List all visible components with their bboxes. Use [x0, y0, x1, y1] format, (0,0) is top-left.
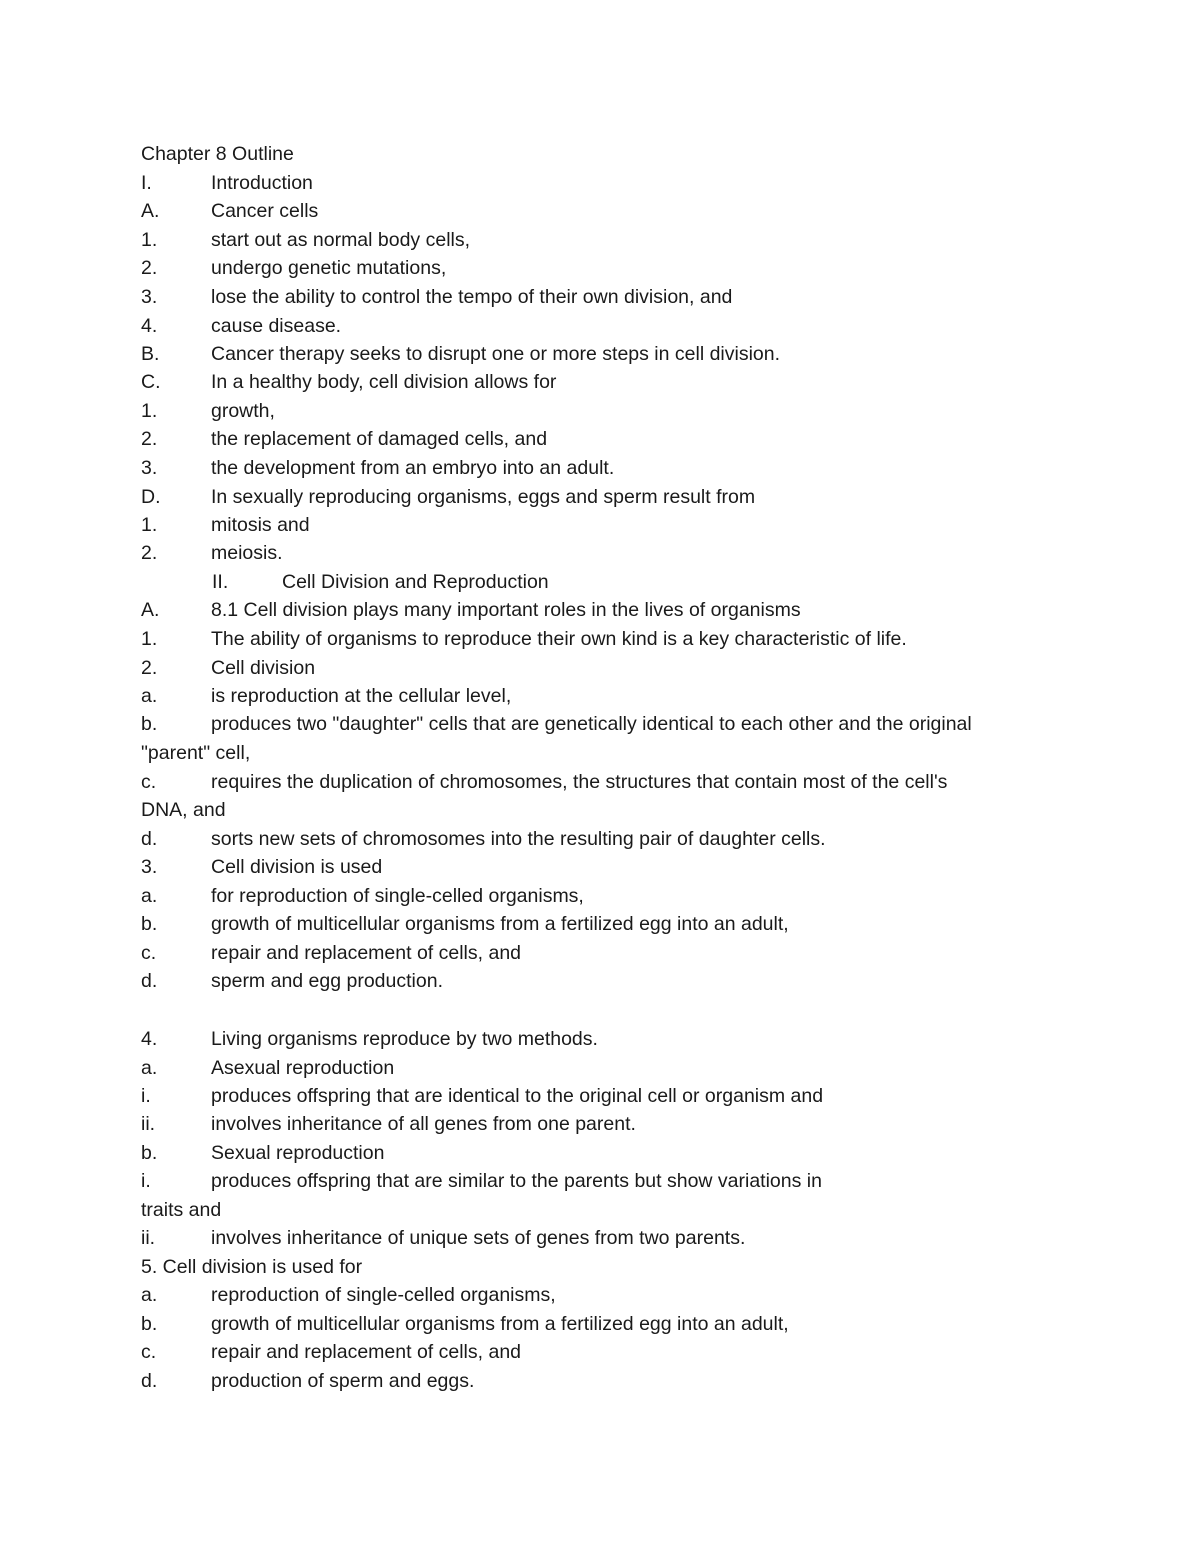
outline-text: requires the duplication of chromosomes, the structures that contain most of the cell's [211, 771, 948, 793]
outline-text: DNA, and [141, 799, 226, 821]
outline-line [141, 539, 1071, 567]
outline-text: The ability of organisms to reproduce their own kind is a key characteristic of life. [211, 628, 907, 650]
outline-marker: 1. [141, 514, 158, 536]
outline-marker: a. [141, 1057, 158, 1079]
outline-marker: A. [141, 200, 160, 222]
outline-marker: I. [141, 172, 152, 194]
outline-text: repair and replacement of cells, and [211, 1341, 522, 1363]
outline-marker: 2. [141, 428, 158, 450]
outline-text: sperm and egg production. [211, 970, 443, 992]
outline-line [141, 796, 1071, 824]
outline-line [141, 312, 1071, 340]
outline-text: growth of multicellular organisms from a fertilized egg into an adult, [211, 913, 789, 935]
outline-marker: a. [141, 685, 158, 707]
outline-text: cause disease. [211, 315, 342, 337]
outline-line [141, 368, 1071, 396]
outline-text: produces two "daughter" cells that are genetically identical to each other and the original [211, 713, 972, 735]
outline-marker: C. [141, 371, 161, 393]
outline-marker: b. [141, 713, 158, 735]
outline-line [141, 254, 1071, 282]
outline-line [141, 739, 1071, 767]
outline-marker: i. [141, 1085, 151, 1107]
outline-text: growth, [211, 400, 275, 422]
outline-line [141, 511, 1071, 539]
outline-line [141, 625, 1071, 653]
outline-line [141, 654, 1071, 682]
outline-text: undergo genetic mutations, [211, 257, 447, 279]
outline-marker: i. [141, 1170, 151, 1192]
outline-line [141, 596, 1071, 624]
outline-line [141, 1253, 1071, 1281]
outline-marker: b. [141, 913, 158, 935]
outline-line [212, 568, 1142, 596]
outline-marker: 1. [141, 400, 158, 422]
outline-text: reproduction of single-celled organisms, [211, 1284, 556, 1306]
outline-marker: 2. [141, 257, 158, 279]
outline-text: Cell division is used [211, 856, 383, 878]
outline-marker: d. [141, 828, 158, 850]
outline-marker: c. [141, 1341, 157, 1363]
outline-line [141, 910, 1071, 938]
outline-line [141, 1139, 1071, 1167]
outline-text: growth of multicellular organisms from a fertilized egg into an adult, [211, 1313, 789, 1335]
outline-text: In a healthy body, cell division allows for [211, 371, 557, 393]
outline-line [141, 1338, 1071, 1366]
outline-marker: d. [141, 1370, 158, 1392]
outline-marker: 2. [141, 657, 158, 679]
outline-line [141, 939, 1071, 967]
outline-text: 8.1 Cell division plays many important roles in the lives of organisms [211, 599, 801, 621]
outline-line [141, 1224, 1071, 1252]
outline-marker: 3. [141, 457, 158, 479]
outline-line [141, 710, 1071, 738]
outline-line [141, 1196, 1071, 1224]
outline-text: Cell Division and Reproduction [282, 571, 549, 593]
outline-line [141, 283, 1071, 311]
outline-text: traits and [141, 1199, 222, 1221]
outline-text: for reproduction of single-celled organisms, [211, 885, 584, 907]
outline-line [141, 1110, 1071, 1138]
outline-line [141, 882, 1071, 910]
outline-text: the replacement of damaged cells, and [211, 428, 548, 450]
outline-line [141, 1054, 1071, 1082]
outline-text: is reproduction at the cellular level, [211, 685, 512, 707]
outline-marker: 4. [141, 315, 158, 337]
outline-text: Introduction [211, 172, 313, 194]
outline-text: 5. Cell division is used for [141, 1256, 363, 1278]
outline-line [141, 768, 1071, 796]
outline-marker: ii. [141, 1113, 156, 1135]
outline-marker: b. [141, 1142, 158, 1164]
outline-line [141, 197, 1071, 225]
outline-text: "parent" cell, [141, 742, 251, 764]
outline-line [141, 454, 1071, 482]
outline-text: sorts new sets of chromosomes into the resulting pair of daughter cells. [211, 828, 826, 850]
outline-marker: c. [141, 942, 157, 964]
outline-line [141, 967, 1071, 995]
outline-marker: A. [141, 599, 160, 621]
outline-text: Living organisms reproduce by two methods. [211, 1028, 598, 1050]
outline-marker: 3. [141, 856, 158, 878]
outline-text: In sexually reproducing organisms, eggs and sperm result from [211, 486, 756, 508]
outline-marker: 1. [141, 628, 158, 650]
outline-text: start out as normal body cells, [211, 229, 471, 251]
outline-line [141, 169, 1071, 197]
outline-text: Cancer therapy seeks to disrupt one or more steps in cell division. [211, 343, 781, 365]
outline-text: Asexual reproduction [211, 1057, 395, 1079]
outline-line [141, 425, 1071, 453]
outline-marker: d. [141, 970, 158, 992]
outline-marker: a. [141, 1284, 158, 1306]
outline-text: Cancer cells [211, 200, 319, 222]
outline-text: Cell division [211, 657, 316, 679]
outline-text: involves inheritance of unique sets of genes from two parents. [211, 1227, 746, 1249]
outline-text: involves inheritance of all genes from one parent. [211, 1113, 636, 1135]
outline-text: the development from an embryo into an adult. [211, 457, 615, 479]
outline-marker: b. [141, 1313, 158, 1335]
outline-marker: 1. [141, 229, 158, 251]
outline-line [141, 825, 1071, 853]
outline-text: Chapter 8 Outline [141, 143, 294, 165]
outline-marker: 4. [141, 1028, 158, 1050]
outline-marker: c. [141, 771, 157, 793]
outline-line [141, 483, 1071, 511]
outline-marker: B. [141, 343, 160, 365]
outline-text: produces offspring that are identical to the original cell or organism and [211, 1085, 824, 1107]
outline-line [141, 682, 1071, 710]
outline-text: production of sperm and eggs. [211, 1370, 475, 1392]
outline-text: Sexual reproduction [211, 1142, 385, 1164]
outline-text: mitosis and [211, 514, 310, 536]
outline-line [141, 340, 1071, 368]
outline-line [141, 1367, 1071, 1395]
outline-text: produces offspring that are similar to the parents but show variations in [211, 1170, 822, 1192]
outline-marker: II. [212, 571, 229, 593]
outline-line [141, 1281, 1071, 1309]
outline-line [141, 397, 1071, 425]
outline-marker: D. [141, 486, 161, 508]
outline-text: repair and replacement of cells, and [211, 942, 522, 964]
outline-line [141, 1082, 1071, 1110]
outline-line [141, 1310, 1071, 1338]
outline-line [141, 1025, 1071, 1053]
outline-text: lose the ability to control the tempo of their own division, and [211, 286, 733, 308]
outline-line [141, 1167, 1071, 1195]
document-title [141, 140, 1071, 168]
outline-text: meiosis. [211, 542, 283, 564]
outline-line [141, 226, 1071, 254]
outline-marker: ii. [141, 1227, 156, 1249]
outline-marker: 3. [141, 286, 158, 308]
outline-marker: 2. [141, 542, 158, 564]
outline-line [141, 853, 1071, 881]
outline-marker: a. [141, 885, 158, 907]
